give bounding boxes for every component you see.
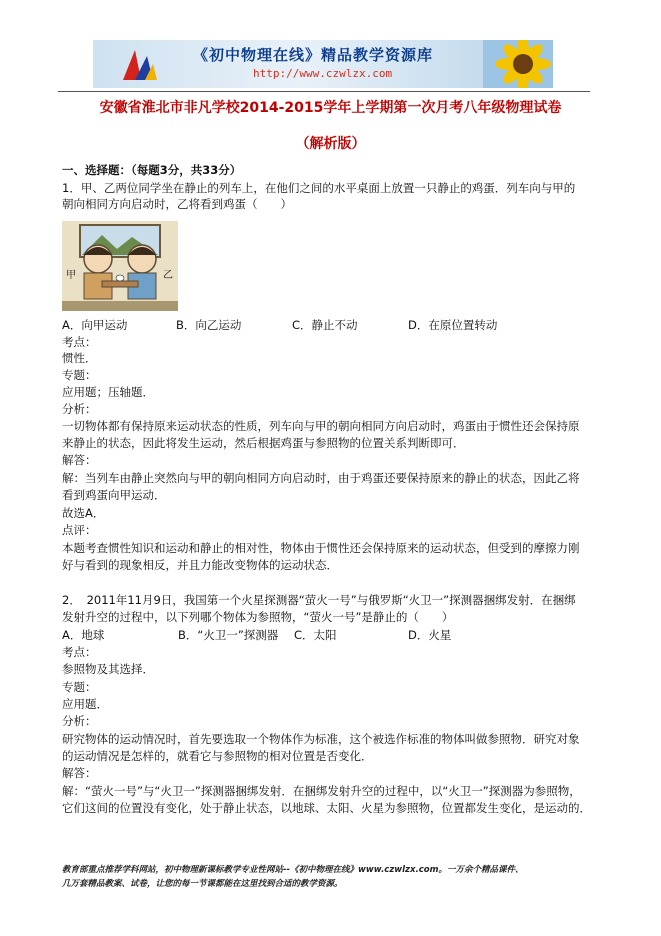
q1-dianping-line-2: 好与看到的现象相反，并且力能改变物体的运动状态． bbox=[62, 558, 338, 572]
q2-kaodian: 参照物及其选择． bbox=[62, 662, 154, 676]
document-subtitle: （解析版） bbox=[295, 136, 366, 152]
sunflower-icon bbox=[483, 40, 553, 88]
banner-url: http://www.czwlzx.com bbox=[253, 67, 393, 80]
footer-line-2: 几万套精品教案、试卷，让您的每一节课都能在这里找到合适的教学资源。 bbox=[62, 879, 343, 889]
section-heading: 一、选择题：（每题3分，共33分） bbox=[62, 163, 242, 177]
site-logo-icon bbox=[121, 46, 157, 82]
q1-jieda-label: 解答： bbox=[62, 453, 97, 467]
q2-zhuanti: 应用题． bbox=[62, 697, 108, 711]
q2-stem-line-2: 发射升空的过程中，以下列哪个物体为参照物，“萤火一号”是静止的（ ） bbox=[62, 610, 454, 624]
q1-jieda-line-3: 故选A． bbox=[62, 506, 105, 520]
q1-zhuanti-label: 专题： bbox=[62, 368, 97, 382]
q2-jieda-line-1: 解：“萤火一号”与“火卫一”探测器捆绑发射．在捆绑发射升空的过程中，以“火卫一”探测器为参照物， bbox=[62, 784, 581, 798]
q1-fenxi-line-1: 一切物体都有保持原来运动状态的性质，列车向与甲的朝向相同方向启动时，鸡蛋由于惯性还会保持原 bbox=[62, 419, 580, 433]
q2-kaodian-label: 考点： bbox=[62, 645, 97, 659]
q1-jieda-line-1: 解：当列车由静止突然向与甲的朝向相同方向启动时，由于鸡蛋还要保持原来的静止的状态，因此乙将 bbox=[62, 471, 580, 485]
banner-title: 《初中物理在线》精品教学资源库 bbox=[193, 46, 434, 64]
q1-stem-line-2: 朝向相同方向启动时，乙将看到鸡蛋（ ） bbox=[62, 197, 292, 211]
q2-jieda-line-2: 它们这间的位置没有变化，处于静止状态，以地球、太阳、火星为参照物，位置都发生变化，是运动的． bbox=[62, 801, 591, 815]
q1-option-b: B．向乙运动 bbox=[176, 318, 242, 332]
q1-option-d: D．在原位置转动 bbox=[408, 318, 498, 332]
q2-jieda-label: 解答： bbox=[62, 766, 97, 780]
q1-jieda-line-2: 看到鸡蛋向甲运动． bbox=[62, 488, 166, 502]
q1-fenxi-line-2: 来静止的状态，因此将发生运动，然后根据鸡蛋与参照物的位置关系判断即可． bbox=[62, 436, 465, 450]
q1-dianping-line-1: 本题考查惯性知识和运动和静止的相对性，物体由于惯性还会保持原来的运动状态，但受到的摩擦力刚 bbox=[62, 541, 580, 555]
q1-fenxi-label: 分析： bbox=[62, 402, 97, 416]
q1-dianping-label: 点评： bbox=[62, 523, 97, 537]
q2-fenxi-label: 分析： bbox=[62, 714, 97, 728]
q2-option-a: A．地球 bbox=[62, 628, 105, 642]
q2-option-d: D．火星 bbox=[408, 628, 452, 642]
q1-option-c: C．静止不动 bbox=[292, 318, 358, 332]
q1-zhuanti: 应用题；压轴题． bbox=[62, 385, 154, 399]
q2-option-c: C．太阳 bbox=[294, 628, 337, 642]
page-footer bbox=[62, 863, 602, 891]
q1-option-a: A．向甲运动 bbox=[62, 318, 128, 332]
q2-fenxi-line-1: 研究物体的运动情况时，首先要选取一个物体作为标准，这个被选作标准的物体叫做参照物．研究对象 bbox=[62, 732, 580, 746]
q1-stem-line-1: 1．甲、乙两位同学坐在静止的列车上，在他们之间的水平桌面上放置一只静止的鸡蛋．列车向与甲的 bbox=[62, 181, 576, 195]
header-rule bbox=[58, 91, 590, 92]
site-banner bbox=[93, 40, 553, 88]
figure-label-yi: 乙 bbox=[163, 270, 173, 281]
footer-line-1: 教育部重点推荐学科网站，初中物理新课标教学专业性网站--《初中物理在线》www.czwlzx.com。一万余个精品课件、 bbox=[62, 865, 524, 875]
q1-train-illustration bbox=[62, 221, 178, 311]
figure-label-jia: 甲 bbox=[66, 270, 76, 281]
q2-option-b: B．“火卫一”探测器 bbox=[178, 628, 279, 642]
q2-stem-line-1: 2． 2011年11月9日，我国第一个火星探测器“萤火一号”与俄罗斯“火卫一”探测器捆绑发射．在捆绑 bbox=[62, 593, 576, 607]
q1-kaodian-label: 考点： bbox=[62, 335, 97, 349]
q1-kaodian: 惯性． bbox=[62, 351, 97, 365]
document-title: 安徽省淮北市非凡学校2014-2015学年上学期第一次月考八年级物理试卷 bbox=[99, 100, 562, 116]
q2-fenxi-line-2: 的运动情况是怎样的，就看它与参照物的相对位置是否变化． bbox=[62, 749, 373, 763]
q2-zhuanti-label: 专题： bbox=[62, 680, 97, 694]
